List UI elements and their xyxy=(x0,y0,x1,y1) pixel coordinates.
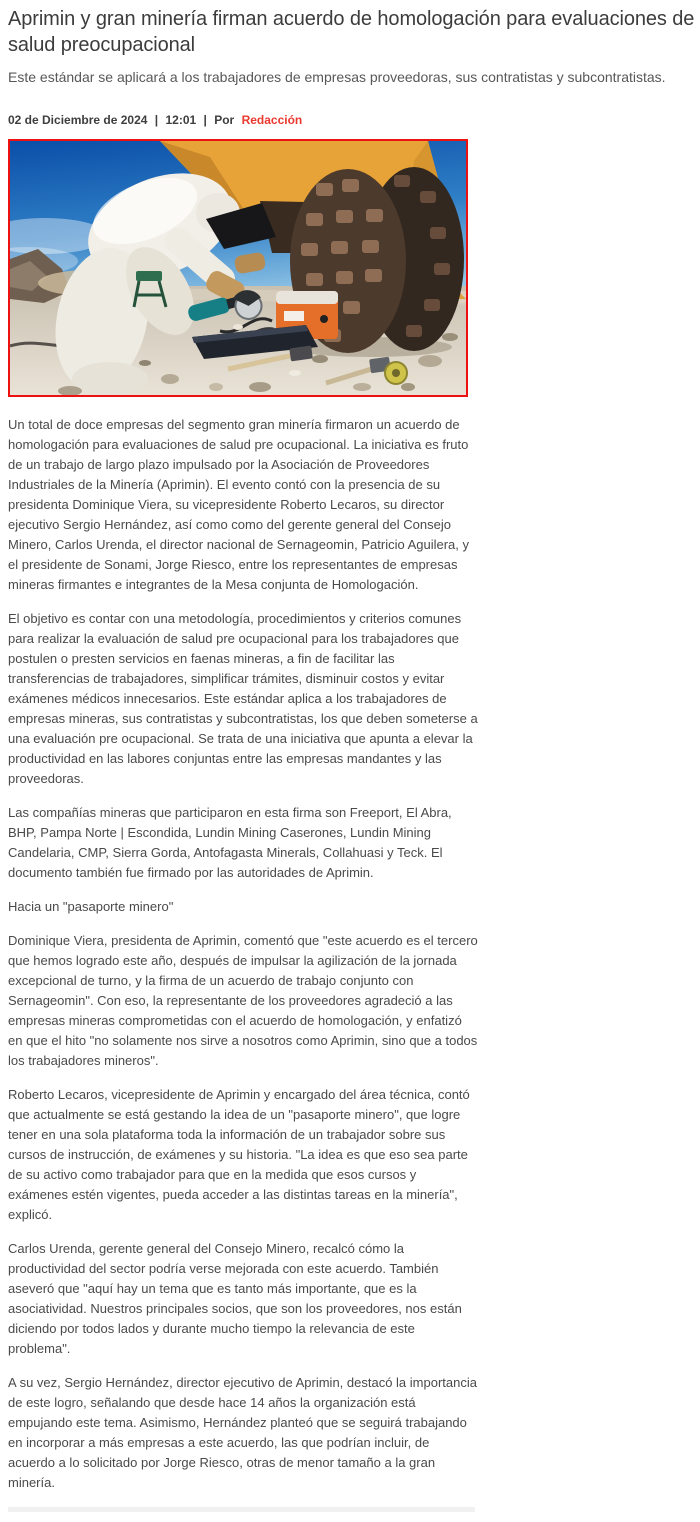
article-meta xyxy=(8,113,700,127)
byline-label: Por xyxy=(214,112,235,127)
author-link[interactable]: Redacción xyxy=(241,112,303,127)
article-time: 12:01 xyxy=(165,112,197,127)
meta-separator: | xyxy=(154,112,159,127)
article-paragraph: Un total de doce empresas del segmento gran minería firmaron un acuerdo de homologación para evaluaciones de salud pre ocupacional. La iniciativa es fruto de un trabajo de largo plazo impulsado por la Asociación de Proveedores Industriales de la Minería (Aprimin). El evento contó con la presencia de su presidenta Dominique Viera, su vicepresidente Roberto Lecaros, su director ejecutivo Sergio Hernández, así como como del gerente general del Consejo Minero, Carlos Urenda, el director nacional de Sernageomin, Patricio Aguilera, y el presidente de Sonami, Jorge Riesco, entre los representantes de empresas mineras firmantes e integrantes de la Mesa conjunta de Homologación. xyxy=(8,416,470,592)
bottom-divider xyxy=(8,1507,475,1512)
page-title: Aprimin y gran minería firman acuerdo de homologación para evaluaciones de salud preocupacional xyxy=(8,8,695,56)
article-photo xyxy=(10,141,466,395)
article-paragraph: Las compañías mineras que participaron en esta firma son Freeport, El Abra, BHP, Pampa Norte | Escondida, Lundin Mining Caserones, Lundin Mining Candelaria, CMP, Sierra Gorda, Antofagasta Minerals, Collahuasi y Teck. El documento también fue firmado por las autoridades de Aprimin. xyxy=(8,804,452,880)
meta-separator: | xyxy=(203,112,207,127)
article-subtitle: Este estándar se aplicará a los trabajadores de empresas proveedoras, sus contratistas y subcontratistas. xyxy=(8,69,666,85)
article-paragraph: Roberto Lecaros, vicepresidente de Aprimin y encargado del área técnica, contó que actualmente se está gestando la idea de un "pasaporte minero", que logre tener en una sola plataforma toda la información de un trabajador sobre sus cursos de instrucción, de exámenes y su historia. "La idea es que eso sea parte de su activo como trabajador para que en la medida que esos cursos y exámenes estén vigentes, pueda acceder a las distintas tareas en la minería", explicó. xyxy=(8,1086,470,1222)
article-paragraph: Dominique Viera, presidenta de Aprimin, comentó que "este acuerdo es el tercero que hemos logrado este año, después de impulsar la agilización de la jornada excepcional de turno, y la firma de un acuerdo de trabajo conjunto con Sernageomin". Con eso, la representante de los proveedores agradeció a las empresas mineras comprometidas con el acuerdo de homologación, y enfatizó en que el hito "no solamente nos sirve a nosotros como Aprimin, sino que a todos los trabajadores mineros". xyxy=(8,932,478,1068)
article-photo-frame xyxy=(8,139,468,397)
article-paragraph: Carlos Urenda, gerente general del Consejo Minero, recalcó cómo la productividad del sector podría verse mejorada con este acuerdo. También aseveró que "aquí hay un tema que es tanto más importante, que es la asociatividad. Nuestros principales socios, que son los proveedores, nos están diciendo por todos lados y durante mucho tiempo la relevancia de este problema". xyxy=(8,1240,462,1356)
article-paragraph: A su vez, Sergio Hernández, director ejecutivo de Aprimin, destacó la importancia de este logro, señalando que desde hace 14 años la organización está empujando este tema. Asimismo, Hernández planteó que se seguirá trabajando en incorporar a más empresas a este acuerdo, las que podrían incluir, de acuerdo a lo solicitado por Jorge Riesco, otras de menor tamaño a la gran minería. xyxy=(8,1374,477,1490)
article-paragraph: El objetivo es contar con una metodología, procedimientos y criterios comunes para realizar la evaluación de salud pre ocupacional para los trabajadores que postulen o presten servicios en faenas mineras, a fin de facilitar las transferencias de trabajadores, simplificar trámites, disminuir costos y evitar exámenes médicos innecesarios. Este estándar aplica a los trabajadores de empresas mineras, sus contratistas y subcontratistas, los que deben someterse a una evaluación pre ocupacional. Se trata de una iniciativa que apunta a elevar la productividad en las labores conjuntas entre las empresas mandantes y las proveedoras. xyxy=(8,610,478,786)
article-date: 02 de Diciembre de 2024 xyxy=(8,112,148,127)
article-body xyxy=(8,415,478,1493)
section-subheading: Hacia un "pasaporte minero" xyxy=(8,898,174,914)
